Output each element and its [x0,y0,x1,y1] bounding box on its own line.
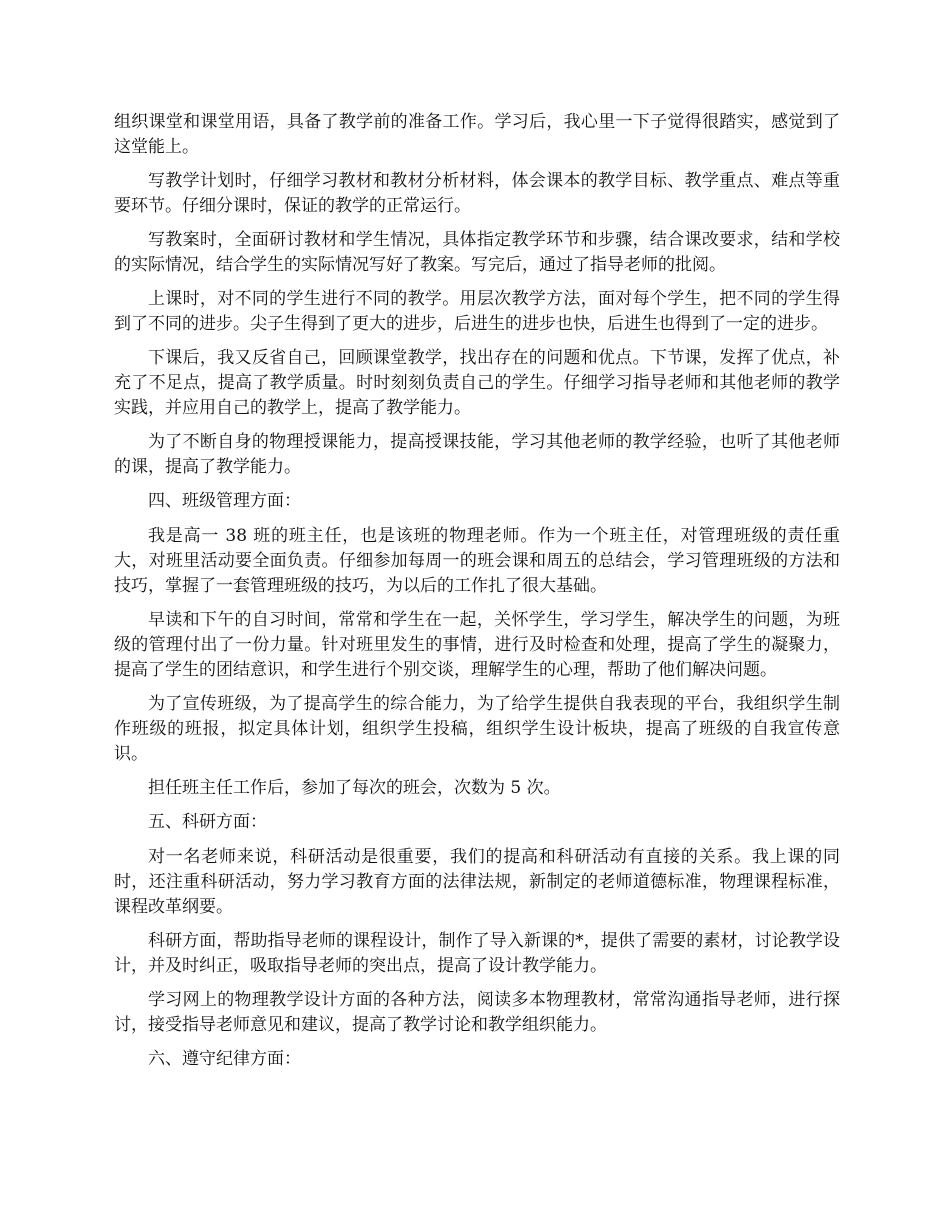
section-heading-discipline: 六、遵守纪律方面： [148,1049,301,1069]
paragraph-lesson-plan: 写教案时，全面研讨教材和学生情况，具体指定教学环节和步骤，结合课改要求，结和学校的实际情况，结合学生的实际情况写好了教案。写完后，通过了指导老师的批阅。 [114,230,840,275]
section-heading-class-management: 四、班级管理方面： [148,491,301,511]
paragraph-head-teacher: 我是高一 38 班的班主任，也是该班的物理老师。作为一个班主任，对管理班级的责任重大，对班里活动要全面负责。仔细参加每周一的班会课和周五的总结会，学习管理班级的方法和技巧，掌握了一套管理班级的技巧，为以后的工作扎了很大基础。 [114,526,840,596]
paragraph-online-learning: 学习网上的物理教学设计方面的各种方法，阅读多本物理教材，常常沟通指导老师，进行探讨，接受指导老师意见和建议，提高了教学讨论和教学组织能力。 [114,990,840,1035]
paragraph-after-class: 下课后，我又反省自己，回顾课堂教学，找出存在的问题和优点。下节课，发挥了优点，补充了不足点，提高了教学质量。时时刻刻负责自己的学生。仔细学习指导老师和其他老师的教学实践，并应用自己的教学上，提高了教学能力。 [114,348,840,418]
document-page [114,110,840,1082]
section-heading-research: 五、科研方面： [148,812,267,832]
paragraph-research-importance: 对一名老师来说，科研活动是很重要，我们的提高和科研活动有直接的关系。我上课的同时，还注重科研活动，努力学习教育方面的法律法规，新制定的老师道德标准，物理课程标准，课程改革纲要。 [114,847,840,917]
paragraph-teaching-plan: 写教学计划时，仔细学习教材和教材分析材料，体会课本的教学目标、教学重点、难点等重要环节。仔细分课时，保证的教学的正常运行。 [114,171,840,216]
paragraph-class-meetings: 担任班主任工作后，参加了每次的班会，次数为 5 次。 [148,778,561,798]
paragraph-self-study: 早读和下午的自习时间，常常和学生在一起，关怀学生，学习学生，解决学生的问题，为班级的管理付出了一份力量。针对班里发生的事情，进行及时检查和处理，提高了学生的凝聚力，提高了学生的团结意识，和学生进行个别交谈，理解学生的心理，帮助了他们解决问题。 [114,610,840,680]
paragraph-course-design: 科研方面，帮助指导老师的课程设计，制作了导入新课的*，提供了需要的素材，讨论教学设计，并及时纠正，吸取指导老师的突出点，提高了设计教学能力。 [114,931,840,976]
paragraph-in-class: 上课时，对不同的学生进行不同的教学。用层次教学方法，面对每个学生，把不同的学生得到了不同的进步。尖子生得到了更大的进步，后进生的进步也快，后进生也得到了一定的进步。 [114,289,840,334]
paragraph-classroom-language: 组织课堂和课堂用语，具备了教学前的准备工作。学习后，我心里一下子觉得很踏实，感觉到了这堂能上。 [114,112,840,157]
paragraph-class-newspaper: 为了宣传班级，为了提高学生的综合能力，为了给学生提供自我表现的平台，我组织学生制作班级的班报，拟定具体计划，组织学生投稿，组织学生设计板块，提高了班级的自我宣传意识。 [114,694,840,764]
paragraph-improve-ability: 为了不断自身的物理授课能力，提高授课技能，学习其他老师的教学经验，也听了其他老师的课，提高了教学能力。 [114,432,840,477]
